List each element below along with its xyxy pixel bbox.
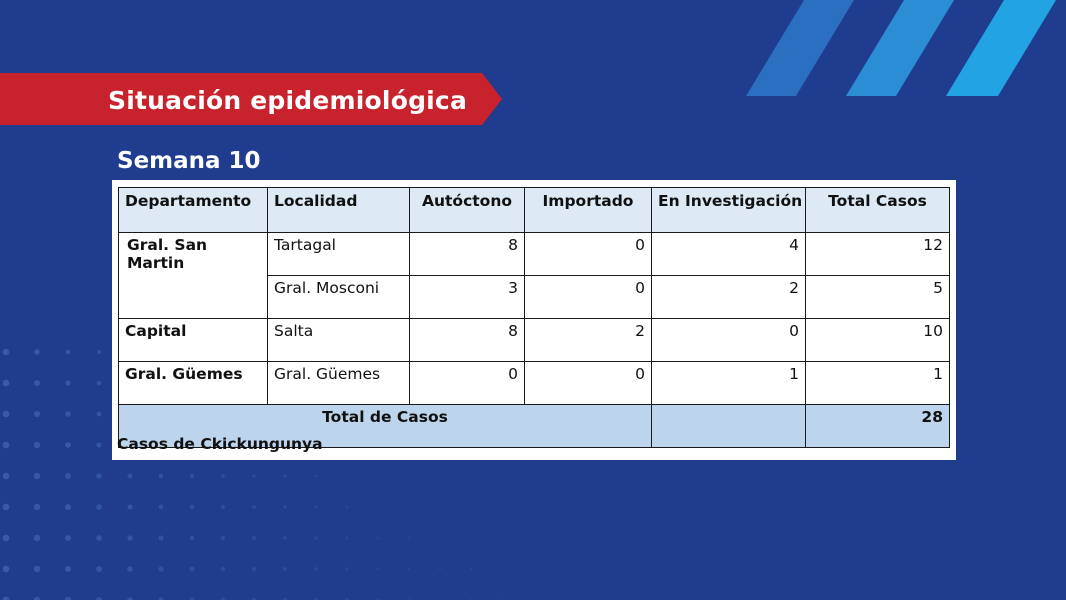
cell-total: 5: [806, 276, 950, 319]
decoration-dot: [97, 350, 101, 354]
header-importado: Importado: [525, 188, 652, 233]
decoration-dot: [97, 381, 101, 385]
decoration-dot: [190, 536, 195, 541]
decoration-dot: [189, 566, 194, 571]
decoration-dot: [345, 567, 349, 571]
decoration-dot: [34, 535, 40, 541]
header-autoctono: Autóctono: [410, 188, 525, 233]
decoration-dot: [314, 567, 318, 571]
decoration-dot: [159, 474, 164, 479]
cell-autoctono: 8: [410, 233, 525, 276]
chevron-stripes-decoration: [706, 0, 1066, 100]
cell-investigacion: 1: [652, 362, 806, 405]
chevron-stripe: [846, 0, 954, 96]
cell-total: 12: [806, 233, 950, 276]
cell-autoctono: 0: [410, 362, 525, 405]
decoration-dot: [3, 411, 10, 418]
cell-importado: 0: [525, 362, 652, 405]
decoration-dot: [127, 535, 132, 540]
decoration-dot: [34, 566, 40, 572]
header-investigacion: En Investigación: [652, 188, 806, 233]
decoration-dot: [252, 567, 256, 571]
decoration-dot: [470, 568, 472, 570]
decoration-dot: [407, 567, 410, 570]
decoration-dot: [66, 350, 71, 355]
decoration-dot: [3, 535, 10, 542]
decoration-dot: [283, 505, 286, 508]
decoration-dot: [346, 506, 349, 509]
decoration-dot: [314, 505, 317, 508]
decoration-dot: [65, 535, 71, 541]
header-departamento: Departamento: [119, 188, 268, 233]
cell-total: 10: [806, 319, 950, 362]
decoration-dot: [314, 536, 318, 540]
table-footnote: Casos de Ckickungunya: [117, 435, 323, 453]
decoration-dot: [158, 535, 163, 540]
decoration-dot: [96, 473, 101, 478]
decoration-dot: [283, 474, 286, 477]
decoration-dot: [34, 473, 40, 479]
decoration-dot: [376, 567, 379, 570]
decoration-dot: [190, 474, 194, 478]
decoration-dot: [283, 536, 287, 540]
decoration-dot: [65, 442, 71, 448]
table-row: [119, 233, 950, 276]
decoration-dot: [65, 473, 71, 479]
cell-localidad: Gral. Mosconi: [268, 276, 410, 319]
decoration-dot: [158, 566, 163, 571]
page-title: Situación epidemiológica: [108, 86, 468, 115]
decoration-dot: [3, 597, 10, 600]
decoration-dot: [283, 567, 287, 571]
decoration-dot: [408, 537, 411, 540]
cell-departamento: Gral. Güemes: [119, 362, 268, 405]
cell-localidad: Salta: [268, 319, 410, 362]
decoration-dot: [34, 504, 40, 510]
decoration-dot: [252, 505, 256, 509]
total-casos: 28: [806, 405, 950, 448]
table-row: [119, 319, 950, 362]
decoration-dot: [65, 411, 71, 417]
decoration-dot: [97, 412, 102, 417]
cell-localidad: Gral. Güemes: [268, 362, 410, 405]
decoration-dot: [3, 442, 10, 449]
header-localidad: Localidad: [268, 188, 410, 233]
decoration-dot: [34, 349, 40, 355]
table-row: [119, 362, 950, 405]
cell-autoctono: 3: [410, 276, 525, 319]
decoration-dot: [96, 504, 102, 510]
decoration-dot: [96, 566, 102, 572]
decoration-dot: [221, 474, 225, 478]
decoration-dot: [34, 442, 40, 448]
header-total-casos: Total Casos: [806, 188, 950, 233]
chevron-stripe: [946, 0, 1056, 96]
decoration-dot: [315, 475, 318, 478]
decoration-dot: [190, 505, 195, 510]
decoration-dot: [3, 380, 10, 387]
decoration-dot: [96, 535, 102, 541]
decoration-dot: [65, 566, 71, 572]
cell-total: 1: [806, 362, 950, 405]
cases-table: [118, 187, 950, 448]
cell-investigacion: 2: [652, 276, 806, 319]
week-subtitle: Semana 10: [117, 148, 261, 174]
decoration-dot: [252, 536, 256, 540]
total-label: Total de Casos: [119, 405, 652, 448]
cell-departamento: Capital: [119, 319, 268, 362]
cell-importado: 0: [525, 276, 652, 319]
decoration-dot: [127, 566, 133, 572]
decoration-dot: [159, 505, 164, 510]
decoration-dot: [127, 473, 132, 478]
decoration-dot: [377, 537, 380, 540]
decoration-dot: [65, 504, 71, 510]
decoration-dot: [3, 566, 10, 573]
cell-investigacion: 0: [652, 319, 806, 362]
cell-departamento: Gral. San Martin: [119, 233, 268, 319]
cell-investigacion: 4: [652, 233, 806, 276]
decoration-dot: [345, 536, 348, 539]
cell-localidad: Tartagal: [268, 233, 410, 276]
cases-table-panel: [112, 180, 956, 460]
cell-importado: 0: [525, 233, 652, 276]
decoration-dot: [96, 442, 101, 447]
cell-autoctono: 8: [410, 319, 525, 362]
decoration-dot: [439, 568, 442, 571]
decoration-dot: [34, 411, 40, 417]
decoration-dot: [3, 349, 10, 356]
decoration-dot: [127, 504, 132, 509]
decoration-dot: [252, 474, 255, 477]
decoration-dot: [3, 473, 10, 480]
decoration-dot: [221, 505, 225, 509]
decoration-dot: [65, 380, 70, 385]
chevron-stripe: [746, 0, 854, 96]
decoration-dot: [221, 567, 226, 572]
decoration-dot: [221, 536, 226, 541]
table-header-row: [119, 188, 950, 233]
decoration-dot: [3, 504, 10, 511]
decoration-dot: [34, 380, 40, 386]
total-investigacion: [652, 405, 806, 448]
cell-importado: 2: [525, 319, 652, 362]
